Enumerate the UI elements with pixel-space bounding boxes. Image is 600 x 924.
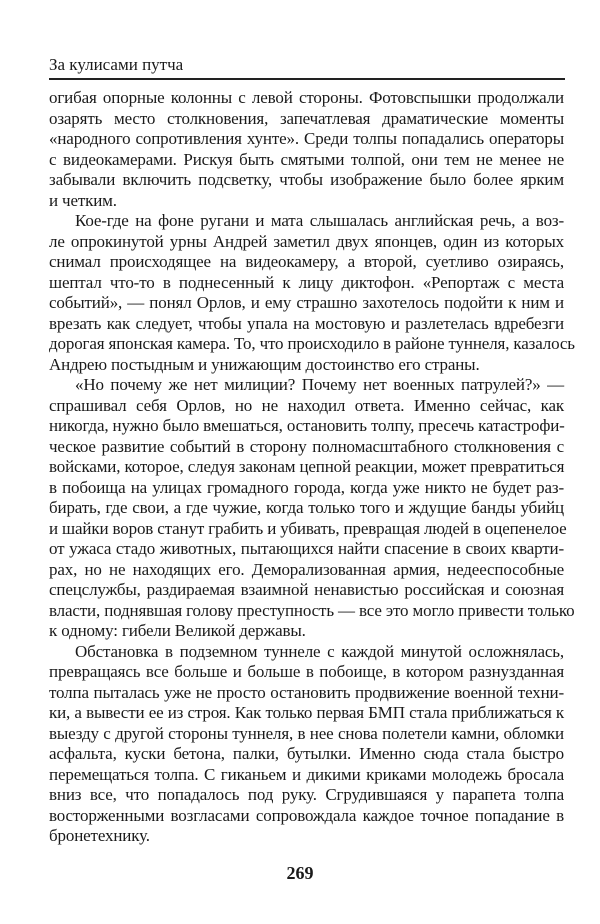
text-line: толпа пыталась уже не просто остановить продвижение военной техни- xyxy=(49,682,564,702)
text-line: от ужаса стадо животных, пытающихся найти спасение в своих кварти- xyxy=(49,539,564,558)
text-line: «Но почему же нет милиции? Почему нет военных патрулей?» — xyxy=(75,375,564,394)
text-line: спецслужбы, раздираемая взаимной ненавистью российская и союзная xyxy=(49,580,564,599)
text-line: выезду с другой стороны туннеля, в нее снова полетели камни, обломки xyxy=(49,723,564,743)
text-line: бирать, где свои, а где чужие, когда только того и ждущие банды убийц xyxy=(49,498,564,517)
paragraph xyxy=(49,211,575,375)
paragraph xyxy=(49,375,575,642)
text-line: дорогая японская камера. То, что происходило в районе туннеля, казалось xyxy=(49,334,575,353)
running-header: За кулисами путча xyxy=(49,55,184,74)
text-line: врезать как следует, чтобы упала на мостовую и разлетелась вдребезги xyxy=(49,313,564,333)
text-line: превращаясь все больше и больше в побоище, в котором разнузданная xyxy=(49,662,564,681)
text-line: «народного сопротивления хунте». Среди толпы попадались операторы xyxy=(49,129,564,148)
text-line: и шайки воров станут грабить и убивать, превращая людей в оцепенелое xyxy=(49,518,567,538)
text-line: событий», — понял Орлов, и ему страшно захотелось подойти к ним и xyxy=(49,293,564,312)
text-line: Кое-где на фоне ругани и мата слышалась английская речь, а воз- xyxy=(75,211,564,230)
text-line: спрашивал себя Орлов, но не находил ответа. Именно сейчас, как xyxy=(49,395,564,415)
page-number: 269 xyxy=(286,863,314,883)
text-line: никогда, нужно было вмешаться, остановить толпу, пресечь катастрофи- xyxy=(49,416,565,435)
text-line: Андрею постыдным и унижающим достоинство его страны. xyxy=(49,354,480,374)
text-line: бронетехнику. xyxy=(49,826,150,845)
text-line: огибая опорные колонны с левой стороны. Фотовспышки продолжали xyxy=(49,88,564,107)
text-line: войсками, которое, следуя законам цепной реакции, может превратиться xyxy=(49,457,565,476)
text-line: рах, но не находящих его. Деморализованная армия, недееспособные xyxy=(49,559,564,579)
text-line: восторженными возгласами сопровождала каждое точное попадание в xyxy=(49,805,564,825)
text-line: шептал что-то в поднесенный к лицу диктофон. «Репортаж с места xyxy=(49,272,564,292)
text-line: перемещаться толпа. С гиканьем и дикими криками молодежь бросала xyxy=(49,764,564,784)
text-line: ческое развитие событий в сторону полномасштабного столкновения с xyxy=(49,436,564,456)
page-body xyxy=(49,88,575,847)
text-line: в побоища на улицах громадного города, когда уже никто не будет раз- xyxy=(49,477,564,497)
header-rule xyxy=(49,78,565,80)
text-line: Обстановка в подземном туннеле с каждой минутой осложнялась, xyxy=(75,641,564,661)
text-line: власти, поднявшая голову преступность — все это могло привести только xyxy=(49,600,575,620)
text-line: озарять место столкновения, запечатлевая драматические моменты xyxy=(49,108,564,128)
text-line: с видеокамерами. Рискуя быть смятыми толпой, они тем не менее не xyxy=(49,149,564,169)
paragraph xyxy=(49,642,564,847)
text-line: ле опрокинутой урны Андрей заметил двух японцев, один из которых xyxy=(49,231,564,251)
text-line: снимал происходящее на видеокамеру, а второй, суетливо озираясь, xyxy=(49,252,564,271)
text-line: асфальта, куски бетона, палки, бутылки. Именно сюда стала быстро xyxy=(49,744,564,763)
text-line: ки, а вывести ее из строя. Как только первая БМП стала приближаться к xyxy=(49,703,564,722)
text-line: к одному: гибели Великой державы. xyxy=(49,621,306,640)
text-line: забывали включить подсветку, чтобы изображение было более ярким xyxy=(49,170,564,189)
paragraph xyxy=(49,88,564,211)
text-line: вниз все, что попадалось под руку. Сгрудившаяся у парапета толпа xyxy=(49,785,564,804)
text-line: и четким. xyxy=(49,190,117,210)
